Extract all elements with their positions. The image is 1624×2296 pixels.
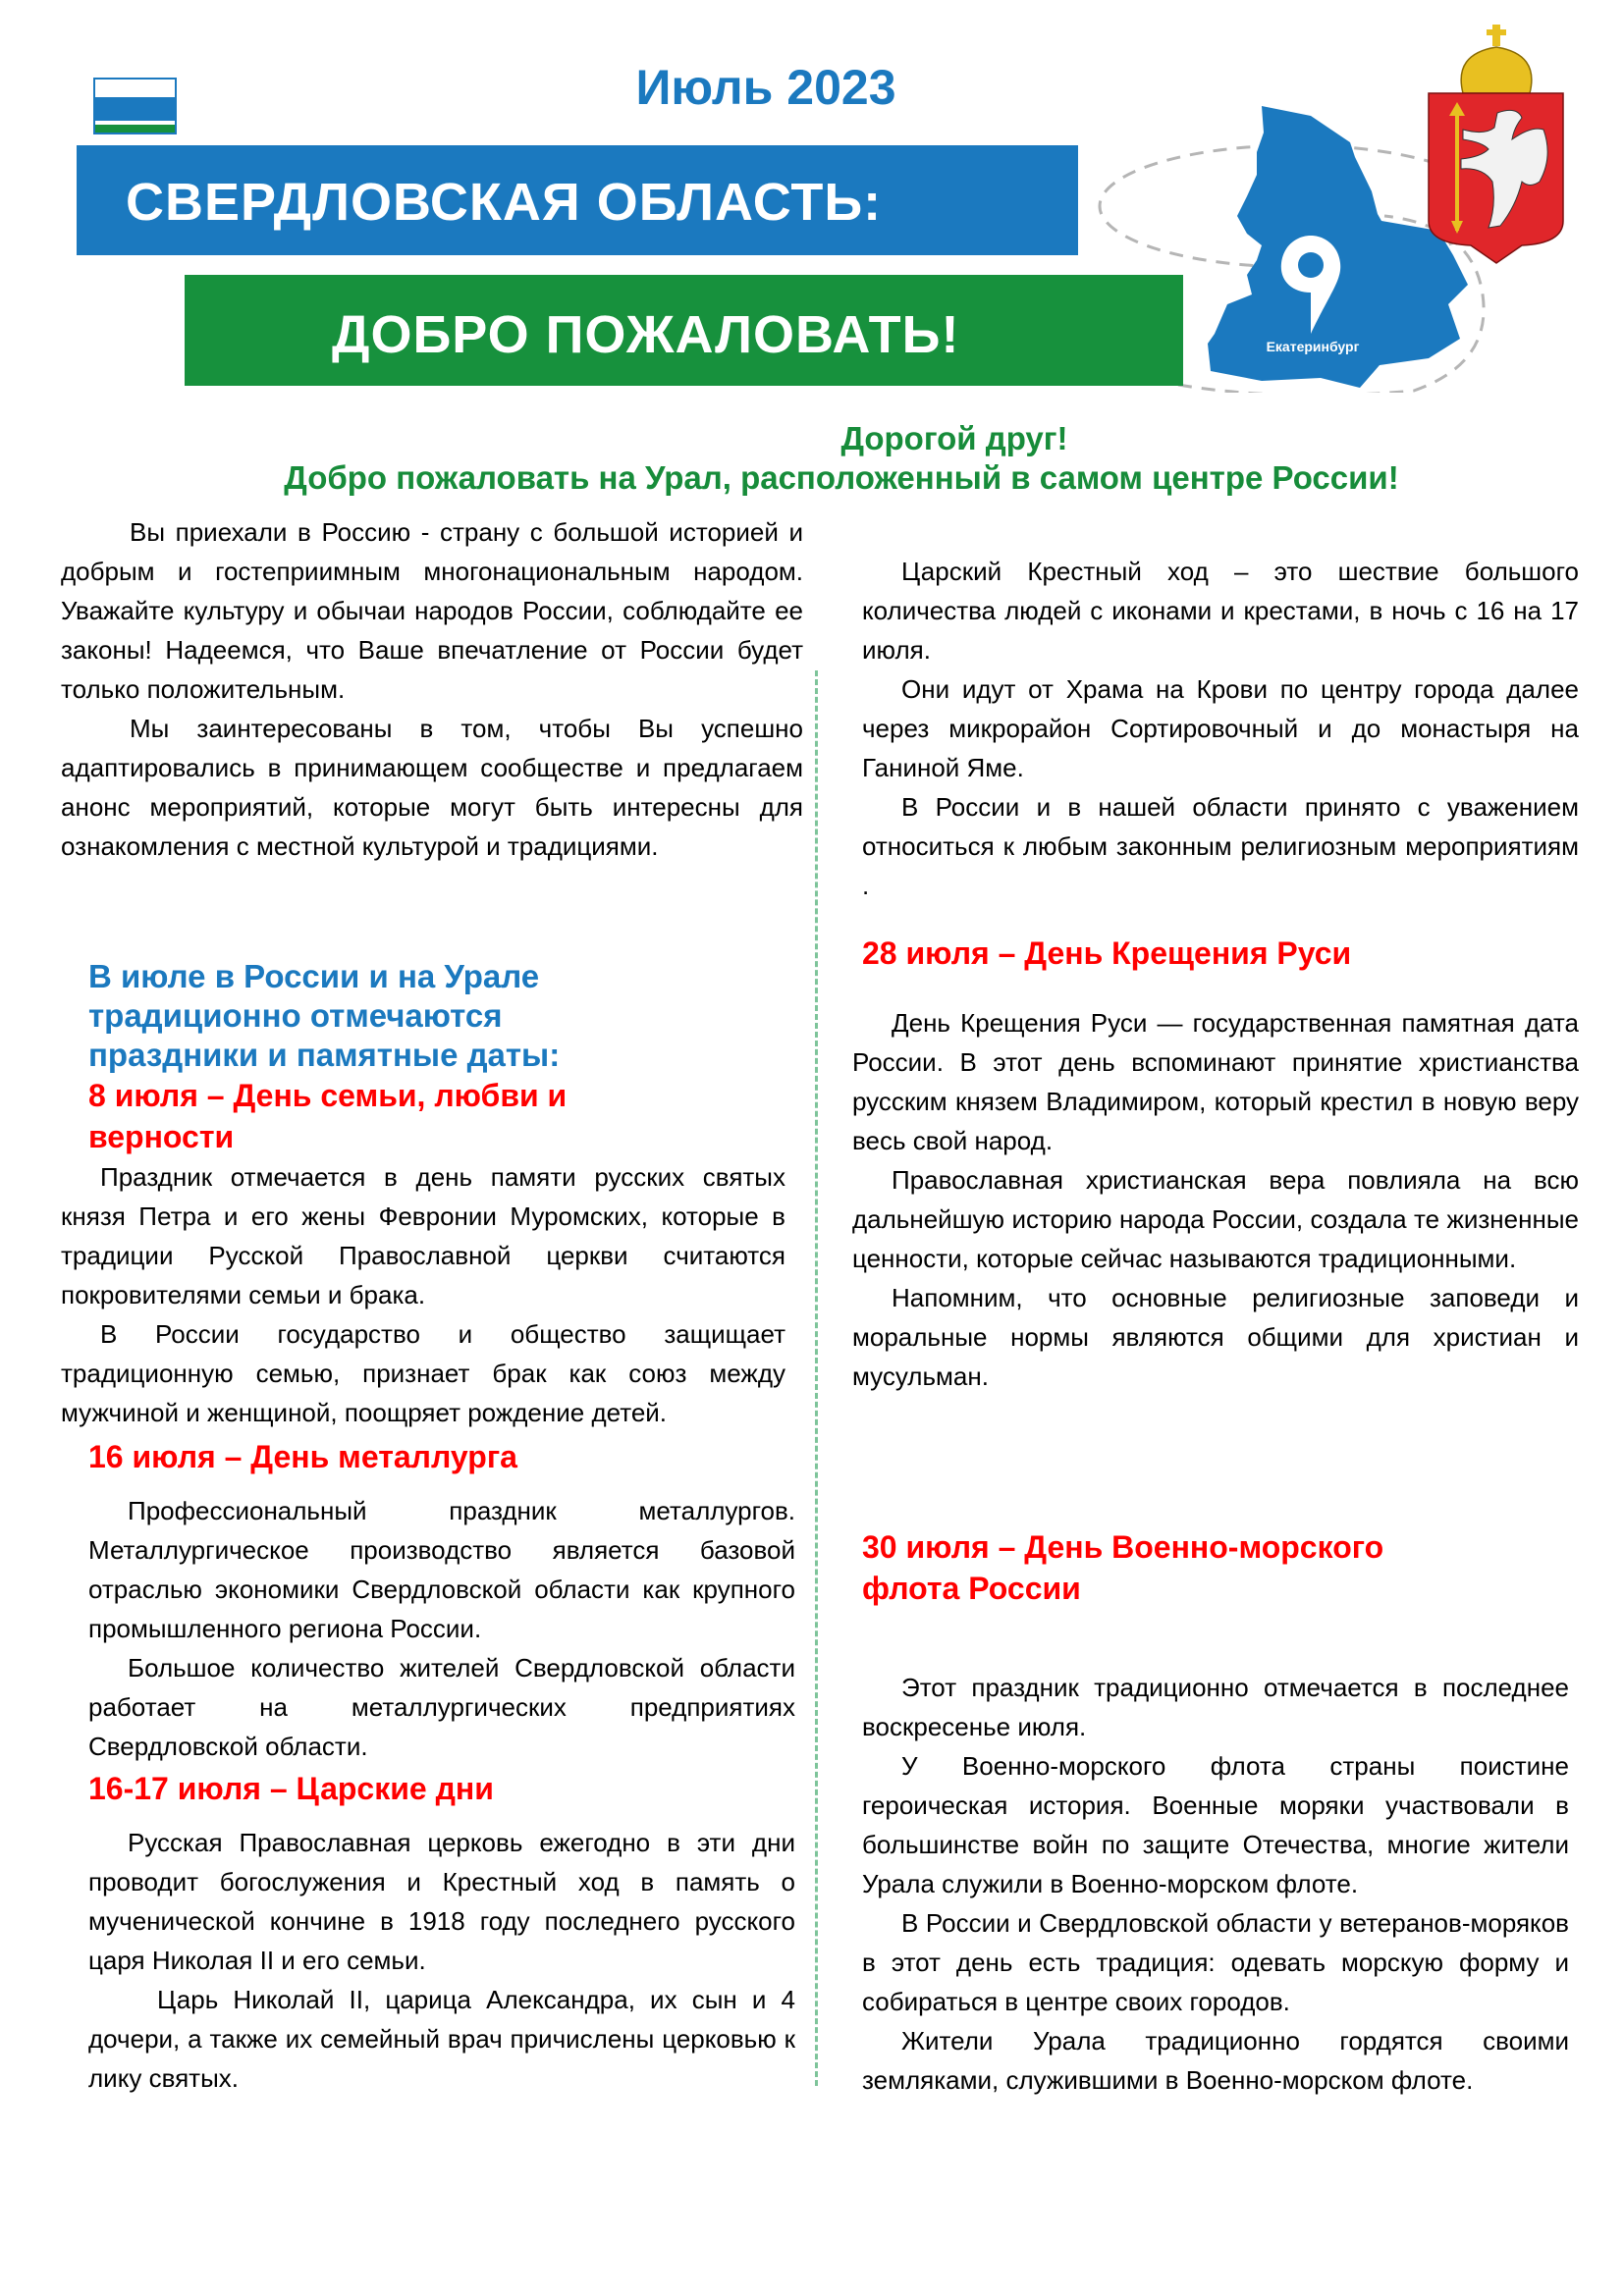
region-title-banner [77,145,1078,255]
metallurgist-day-paragraph: Профессиональный праздник металлургов. Металлургическое производство является базовой отраслью экономики Свердловской области как крупного промышленного региона России. [88,1496,795,1643]
metallurgist-day-heading: 16 июля – День металлурга [88,1439,517,1474]
navy-day-title-line: флота России [862,1571,1081,1606]
coat-of-arms-icon [1424,20,1571,265]
navy-day-title-line: 30 июля – День Военно-морского [862,1529,1384,1565]
tsar-days-heading: 16-17 июля – Царские дни [88,1771,494,1806]
tsar-days-paragraph: Они идут от Храма на Крови по центру города далее через микрорайон Сортировочный и до монастыря на Ганиной Яме. [862,674,1579,782]
column-divider [815,670,818,2086]
navy-day-paragraph: Этот праздник традиционно отмечается в последнее воскресенье июля. [862,1673,1569,1741]
holidays-heading-line: традиционно отмечаются [88,997,503,1034]
map-city-label: Екатеринбург [1266,339,1360,354]
tsar-procession-section [862,552,1579,905]
tsar-days-paragraph: Царь Николай II, царица Александра, их сын и 4 дочери, а также их семейный врач причислены церковью к лику святых. [88,1985,795,2093]
baptism-day-paragraph: Напомним, что основные религиозные заповеди и моральные нормы являются общими для христиан и мусульман. [852,1283,1579,1391]
intro-paragraph: Вы приехали в Россию - страну с большой историей и добрым и гостеприимным многонациональным народом. Уважайте культуру и обычаи народов России, соблюдайте ее законы! Надеемся, что Ваше впечатление от России будет только положительным. [61,517,803,704]
family-day-heading [88,1075,795,1157]
holidays-section-left [61,957,795,2098]
tsar-days-paragraph: В России и в нашей области принято с уважением относиться к любым законным религиозным мероприятиям . [862,792,1579,900]
navy-day-paragraph: Жители Урала традиционно гордятся своими земляками, служившими в Военно-морском флоте. [862,2026,1569,2095]
region-title: СВЕРДЛОВСКАЯ ОБЛАСТЬ: [126,173,883,232]
welcome-banner [185,275,1183,386]
greeting-subtitle: Добро пожаловать на Урал, расположенный в самом центре России! [284,459,1399,496]
holidays-heading-line: праздники и памятные даты: [88,1037,561,1073]
family-day-paragraph: В России государство и общество защищает традиционную семью, признает брак как союз между мужчиной и женщиной, поощряет рождение детей. [61,1319,785,1427]
navy-day-section [862,1526,1579,2100]
welcome-title: ДОБРО ПОЖАЛОВАТЬ! [332,305,960,364]
baptism-day-paragraph: Православная христианская вера повлияла на всю дальнейшую историю народа России, создала те жизненные ценности, которые сейчас называются традиционными. [852,1165,1579,1273]
navy-day-paragraph: У Военно-морского флота страны поистине героическая история. Военные моряки участвовали в большинстве войн по защите Отечества, многие жители Урала служили в Военно-морском флоте. [862,1751,1569,1898]
intro-paragraph: Мы заинтересованы в том, чтобы Вы успешно адаптировались в принимающем сообществе и предлагаем анонс мероприятий, которые могут быть интересны для ознакомления с местной культурой и традициями. [61,714,803,861]
greeting-title: Дорогой друг! [840,420,1068,456]
flag-blue-stripe [95,97,175,121]
baptism-day-section [852,933,1579,1396]
family-day-paragraph: Праздник отмечается в день памяти русских святых князя Петра и его жены Февронии Муромских, которые в традиции Русской Православной церкви считаются покровителями семьи и брака. [61,1162,785,1309]
family-day-title-line: 8 июля – День семьи, любви и [88,1078,568,1113]
page-title-month: Июль 2023 [635,60,896,115]
intro-section [61,512,803,866]
baptism-day-heading: 28 июля – День Крещения Руси [862,935,1352,971]
flag-green-stripe [95,125,175,133]
family-day-title-line: верности [88,1119,235,1154]
navy-day-heading [862,1526,1579,1609]
baptism-day-paragraph: День Крещения Руси — государственная памятная дата России. В этот день вспоминают принятие христианства русским князем Владимиром, который крестил в новую веру весь свой народ. [852,1008,1579,1155]
holidays-heading-line: В июле в России и на Урале [88,958,540,994]
holidays-heading [88,957,795,1075]
tsar-days-paragraph: Царский Крестный ход – это шествие большого количества людей с иконами и крестами, в ночь с 16 на 17 июля. [862,557,1579,665]
tsar-days-paragraph: Русская Православная церковь ежегодно в эти дни проводит богослужения и Крестный ход в память о мученической кончине в 1918 году последнего русского царя Николая II и его семьи. [88,1828,795,1975]
sverdlovsk-flag-icon [93,78,177,134]
crown-icon [1461,25,1532,93]
navy-day-paragraph: В России и Свердловской области у ветеранов-моряков в этот день есть традиция: одевать морскую форму и собираться в центре своих городов. [862,1908,1569,2016]
metallurgist-day-paragraph: Большое количество жителей Свердловской области работает на металлургических предприятиях Свердловской области. [88,1653,795,1761]
